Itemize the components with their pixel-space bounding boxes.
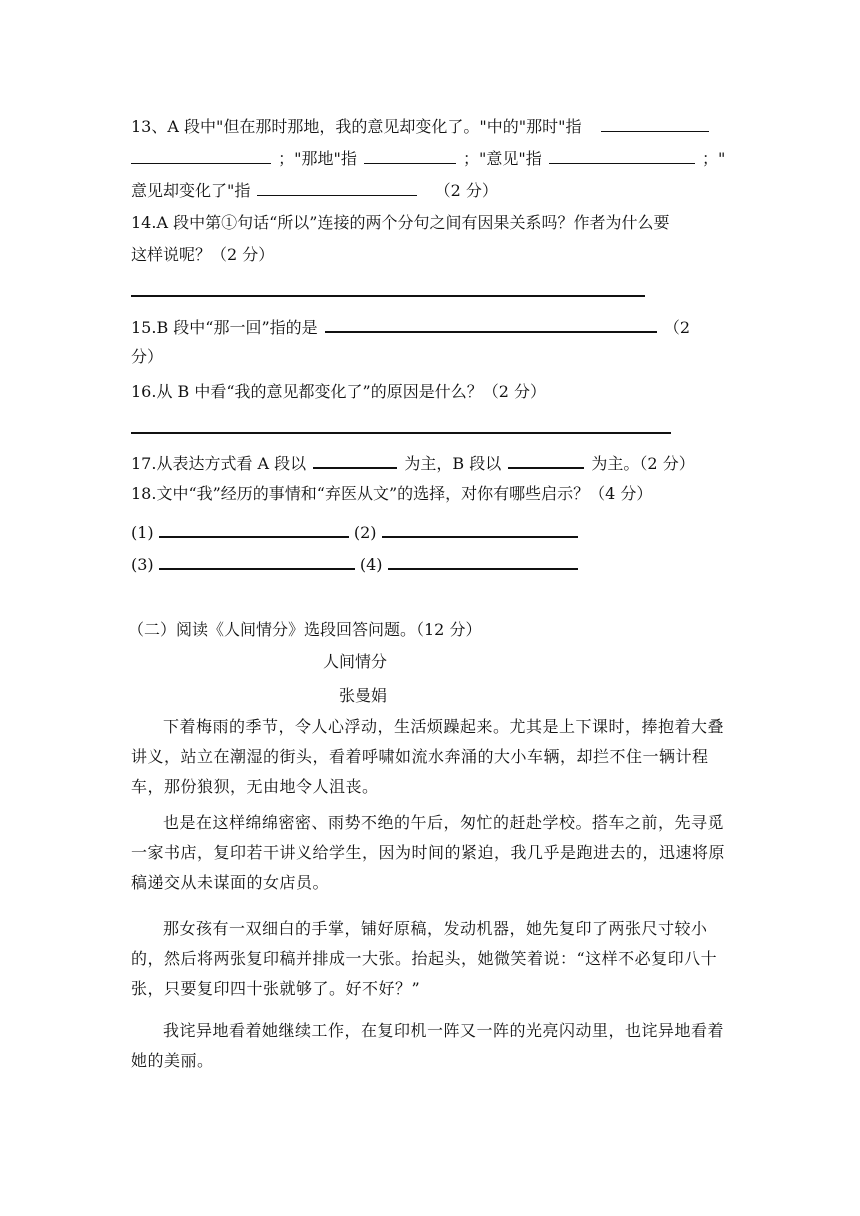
question-15-score-b: 分） bbox=[131, 347, 164, 366]
question-13-stem: 13、A 段中"但在那时那地，我的意见却变化了。"中的"那时"指 bbox=[131, 117, 582, 136]
question-13-seg-3: ；"意见"指 bbox=[463, 149, 542, 168]
passage-title: 人间情分 bbox=[323, 652, 388, 671]
answer-number-3: (3) bbox=[131, 555, 154, 574]
answer-number-2: (2) bbox=[353, 523, 377, 542]
answer-blank-13-3[interactable] bbox=[364, 146, 456, 164]
answer-blank-18-4[interactable] bbox=[388, 551, 578, 570]
question-17-line bbox=[131, 450, 695, 472]
answer-blank-18-3[interactable] bbox=[159, 551, 355, 570]
answer-blank-18-1[interactable] bbox=[159, 519, 349, 538]
answer-blank-17-1[interactable] bbox=[313, 450, 397, 469]
answer-blank-18-2[interactable] bbox=[382, 519, 578, 538]
passage-paragraph-4: 我诧异地看着她继续工作，在复印机一阵又一阵的光亮闪动里，也诧异地看着她的美丽。 bbox=[131, 1021, 725, 1070]
question-16-line: 16.从 B 中看“我的意见都变化了”的原因是什么？（2 分） bbox=[131, 382, 547, 401]
section-2-heading: （二）阅读《人间情分》选段回答问题。（12 分） bbox=[128, 620, 482, 639]
answer-blank-13-4[interactable] bbox=[549, 146, 695, 164]
answer-number-4: (4) bbox=[359, 555, 383, 574]
question-13-seg-2: ；"那地"指 bbox=[278, 149, 357, 168]
answer-number-1: (1) bbox=[131, 523, 154, 542]
question-18-answers-row-1 bbox=[131, 519, 578, 541]
passage-author: 张曼娟 bbox=[339, 686, 388, 705]
answer-blank-13-5[interactable] bbox=[257, 178, 417, 196]
passage-paragraph-2: 也是在这样绵绵密密、雨势不绝的午后，匆忙的赶赴学校。搭车之前，先寻觅一家书店，复印若干讲义给学生，因为时间的紧迫，我几乎是跑进去的，迅速将原稿递交从未谋面的女店员。 bbox=[131, 813, 726, 892]
question-14-line-1: 14.A 段中第①句话“所以”连接的两个分句之间有因果关系吗？作者为什么要 bbox=[131, 213, 670, 232]
answer-line-16[interactable] bbox=[131, 432, 671, 434]
question-17-seg-1: 17.从表达方式看 A 段以 bbox=[131, 454, 307, 473]
question-15-score-a: （2 bbox=[663, 318, 691, 337]
question-13-score: （2 分） bbox=[434, 181, 498, 200]
answer-blank-13-1[interactable] bbox=[601, 114, 709, 132]
question-13-line-2 bbox=[131, 146, 725, 168]
question-15-line-1 bbox=[131, 314, 690, 336]
passage-paragraph-3: 那女孩有一双细白的手掌，铺好原稿，发动机器，她先复印了两张尺寸较小的，然后将两张复印稿并排成一大张。抬起头，她微笑着说：“这样不必复印八十张，只要复印四十张就够了。好不好？” bbox=[131, 919, 718, 998]
question-13-seg-5: 意见却变化了"指 bbox=[131, 181, 251, 200]
answer-blank-15[interactable] bbox=[325, 314, 657, 333]
question-13-line-1 bbox=[131, 114, 711, 136]
answer-blank-17-2[interactable] bbox=[508, 450, 584, 469]
question-15-stem: 15.B 段中“那一回”指的是 bbox=[131, 318, 318, 337]
answer-blank-13-2[interactable] bbox=[131, 146, 271, 164]
question-17-seg-2: 为主，B 段以 bbox=[404, 454, 502, 473]
question-13-line-3 bbox=[131, 178, 498, 200]
question-18-line: 18.文中“我”经历的事情和“弃医从文”的选择，对你有哪些启示？（4 分） bbox=[131, 484, 653, 503]
answer-line-14[interactable] bbox=[131, 295, 645, 297]
question-13-seg-4: ；" bbox=[701, 149, 726, 168]
passage-paragraph-1: 下着梅雨的季节，令人心浮动，生活烦躁起来。尤其是上下课时，捧抱着大叠讲义，站立在潮湿的街头，看着呼啸如流水奔涌的大小车辆，却拦不住一辆计程车，那份狼狈，无由地令人沮丧。 bbox=[131, 717, 725, 796]
question-18-answers-row-2 bbox=[131, 551, 578, 573]
question-14-line-2: 这样说呢？（2 分） bbox=[131, 245, 275, 264]
question-17-seg-3: 为主。（2 分） bbox=[591, 454, 695, 473]
